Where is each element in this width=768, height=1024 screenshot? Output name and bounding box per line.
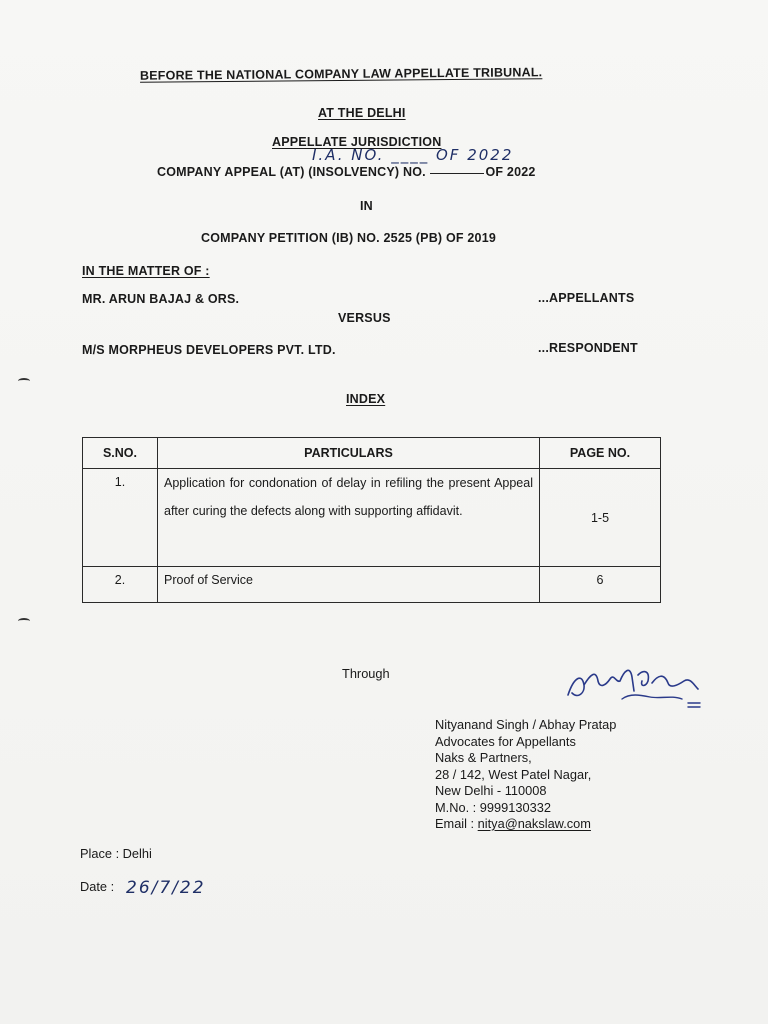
advocate-address-1: 28 / 142, West Patel Nagar, [435,766,592,782]
row-page: 6 [540,567,661,603]
appellant-name: MR. ARUN BAJAJ & ORS. [82,292,240,306]
header-particulars: PARTICULARS [158,438,540,469]
bench-title: AT THE DELHI [318,106,406,120]
ia-number-handwritten: I.A. NO. ____ OF 2022 [312,146,514,164]
row-sno: 2. [83,567,158,603]
respondent-role: ...RESPONDENT [538,341,638,355]
table-row [83,469,661,567]
versus-label: VERSUS [338,311,391,325]
row-page: 1-5 [540,469,661,567]
row-particulars: Application for condonation of delay in refiling the present Appeal after curing the defects along with supporting affidavit. [158,469,540,567]
table-row [83,567,661,603]
advocate-role: Advocates for Appellants [435,733,576,749]
place-line: Place : Delhi [80,846,152,861]
email-label: Email : [435,816,475,831]
advocate-email-line [435,816,616,833]
appeal-number-blank [430,173,484,174]
row-particulars: Proof of Service [158,567,540,603]
advocate-mobile: M.No. : 9999130332 [435,799,551,815]
advocate-names: Nityanand Singh / Abhay Pratap [435,717,617,732]
margin-mark [18,618,30,624]
email-link[interactable]: nitya@nakslaw.com [477,816,591,831]
date-handwritten: 26/7/22 [126,878,206,898]
margin-mark [18,378,30,384]
advocate-signature [560,655,710,715]
index-title: INDEX [346,392,386,406]
appeal-number-line [157,165,536,179]
advocate-firm: Naks & Partners, [435,750,532,765]
table-header-row [83,438,661,469]
petition-line: COMPANY PETITION (IB) NO. 2525 (PB) OF 2019 [201,231,497,245]
in-label: IN [360,199,373,213]
in-the-matter-of: IN THE MATTER OF : [82,264,210,278]
header-page-no: PAGE NO. [540,438,661,469]
appeal-suffix: OF 2022 [485,165,536,179]
row-sno: 1. [83,469,158,567]
respondent-name: M/S MORPHEUS DEVELOPERS PVT. LTD. [82,343,336,357]
advocate-address-2: New Delhi - 110008 [435,783,547,798]
index-table [82,437,661,603]
appeal-prefix: COMPANY APPEAL (AT) (INSOLVENCY) NO. [157,165,426,179]
jurisdiction-title: APPELLATE JURISDICTION [272,135,442,149]
tribunal-title: BEFORE THE NATIONAL COMPANY LAW APPELLATE TRIBUNAL. [139,65,543,83]
through-label: Through [342,666,390,681]
date-label: Date : [80,879,115,894]
header-sno: S.NO. [83,438,158,469]
advocate-block [435,717,616,833]
appellant-role: ...APPELLANTS [538,291,635,305]
